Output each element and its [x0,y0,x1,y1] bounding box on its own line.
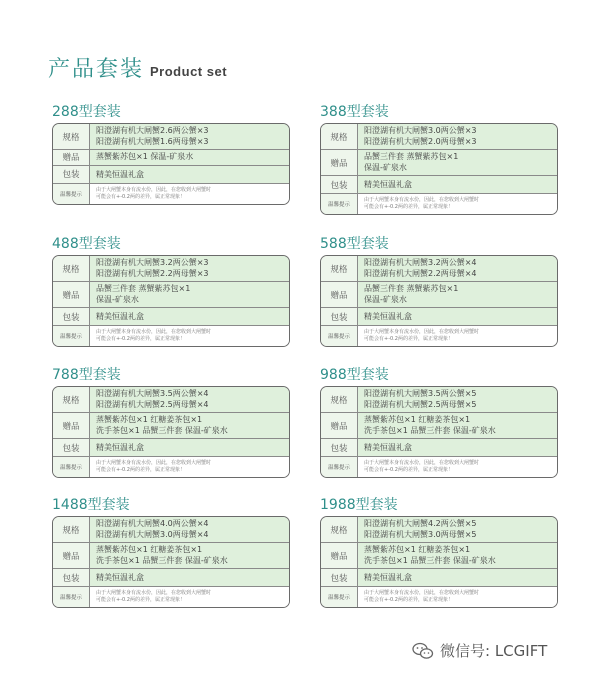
pack-value: 精美恒温礼盒 [90,439,289,456]
package-title: 788型套装 [52,367,121,383]
package-title: 1988型套装 [320,497,398,513]
note-row [321,457,557,477]
pack-row [321,569,557,587]
gift-row [321,282,557,308]
note-value [90,326,289,346]
note-line: 由于大闸蟹本身有流水份，因此，在您收到大闸蟹时 [96,329,212,335]
page-title-cn: 产品套装 [48,57,145,82]
spec-line: 阳澄湖有机大闸蟹3.0两母蟹×5 [364,529,477,539]
package-card [52,103,290,205]
spec-label: 规格 [321,387,358,412]
note-line: 可能会有+-0.2两的差异，属正常现象！ [364,336,453,342]
pack-value: 精美恒温礼盒 [358,176,557,193]
note-line: 可能会有+-0.2两的差异，属正常现象！ [364,467,453,473]
pack-label: 包装 [321,569,358,586]
spec-value [90,124,289,149]
package-title: 1488型套装 [52,497,130,513]
note-label: 温馨提示 [321,457,358,477]
gift-row [321,413,557,439]
note-line: 由于大闸蟹本身有流水份，因此，在您收到大闸蟹时 [364,197,480,203]
gift-line: 品蟹三件套 蒸蟹紫苏包×1 [96,284,191,293]
gift-line: 蒸蟹紫苏包×1 红糖姜茶包×1 [364,415,471,424]
package-title: 288型套装 [52,104,121,120]
note-value [358,457,557,477]
note-line: 由于大闸蟹本身有流水份，因此，在您收到大闸蟹时 [364,329,480,335]
pack-row [53,569,289,587]
gift-value [90,150,289,165]
spec-value [358,124,557,149]
pack-value: 精美恒温礼盒 [90,569,289,586]
gift-line: 蒸蟹紫苏包×1 红糖姜茶包×1 [96,415,203,424]
spec-label: 规格 [53,387,90,412]
page-title-en: Product set [150,64,228,79]
note-value [90,184,289,204]
spec-line: 阳澄湖有机大闸蟹3.2两公蟹×4 [364,258,477,267]
spec-row [321,387,557,413]
pack-label: 包装 [53,439,90,456]
note-line: 由于大闸蟹本身有流水份，因此，在您收到大闸蟹时 [96,590,212,596]
pack-row [53,439,289,457]
gift-line: 洗手茶包×1 品蟹三件套 保温-矿泉水 [364,425,496,435]
gift-value [358,150,557,175]
spec-line: 阳澄湖有机大闸蟹3.5两公蟹×4 [96,389,209,398]
spec-value [90,256,289,281]
pack-value: 精美恒温礼盒 [358,569,557,586]
spec-line: 阳澄湖有机大闸蟹2.5两母蟹×4 [96,399,209,409]
package-card [320,496,558,608]
gift-row [321,150,557,176]
note-label: 温馨提示 [321,587,358,607]
note-label: 温馨提示 [53,184,90,204]
spec-line: 阳澄湖有机大闸蟹2.6两公蟹×3 [96,126,209,135]
pack-label: 包装 [321,176,358,193]
gift-value [90,282,289,307]
spec-label: 规格 [321,517,358,542]
spec-row [53,387,289,413]
spec-label: 规格 [53,124,90,149]
note-row [321,326,557,346]
gift-value [358,543,557,568]
gift-value [358,413,557,438]
spec-value [358,517,557,542]
spec-row [321,517,557,543]
note-label: 温馨提示 [53,457,90,477]
gift-label: 赠品 [321,282,358,307]
pack-row [321,308,557,326]
watermark-text: 微信号: LCGIFT [440,642,548,660]
gift-line: 保温-矿泉水 [96,294,139,304]
package-table [52,255,290,347]
note-line: 由于大闸蟹本身有流水份，因此，在您收到大闸蟹时 [96,460,212,466]
note-line: 可能会有+-0.2两的差异，属正常现象！ [96,467,185,473]
pack-label: 包装 [321,308,358,325]
pack-value: 精美恒温礼盒 [90,166,289,183]
gift-line: 洗手茶包×1 品蟹三件套 保温-矿泉水 [96,555,228,565]
note-label: 温馨提示 [53,587,90,607]
gift-line: 蒸蟹紫苏包×1 红糖姜茶包×1 [96,545,203,554]
spec-row [53,124,289,150]
spec-line: 阳澄湖有机大闸蟹2.2两母蟹×4 [364,268,477,278]
spec-label: 规格 [53,517,90,542]
note-row [321,587,557,607]
note-line: 由于大闸蟹本身有流水份，因此，在您收到大闸蟹时 [364,590,480,596]
gift-label: 赠品 [321,413,358,438]
package-card [320,103,558,215]
note-line: 可能会有+-0.2两的差异，属正常现象！ [364,204,453,210]
gift-line: 洗手茶包×1 品蟹三件套 保温-矿泉水 [364,555,496,565]
note-value [358,194,557,214]
note-row [321,194,557,214]
gift-line: 蒸蟹紫苏包×1 红糖姜茶包×1 [364,545,471,554]
gift-row [53,150,289,166]
spec-row [53,517,289,543]
spec-row [53,256,289,282]
spec-label: 规格 [321,256,358,281]
gift-row [53,282,289,308]
package-table [52,386,290,478]
pack-value: 精美恒温礼盒 [90,308,289,325]
pack-value: 精美恒温礼盒 [358,439,557,456]
note-label: 温馨提示 [321,326,358,346]
package-card [52,235,290,347]
page-title [48,52,227,83]
spec-value [90,387,289,412]
spec-line: 阳澄湖有机大闸蟹3.2两公蟹×3 [96,258,209,267]
wechat-watermark [412,640,547,661]
package-table [320,386,558,478]
pack-value: 精美恒温礼盒 [358,308,557,325]
spec-line: 阳澄湖有机大闸蟹3.0两母蟹×4 [96,529,209,539]
spec-label: 规格 [321,124,358,149]
pack-label: 包装 [53,166,90,183]
spec-line: 阳澄湖有机大闸蟹2.0两母蟹×3 [364,136,477,146]
gift-line: 保温-矿泉水 [364,294,407,304]
note-row [53,587,289,607]
note-line: 可能会有+-0.2两的差异，属正常现象！ [96,193,185,200]
note-row [53,457,289,477]
gift-label: 赠品 [53,150,90,165]
pack-label: 包装 [53,569,90,586]
pack-row [53,166,289,184]
spec-line: 阳澄湖有机大闸蟹2.2两母蟹×3 [96,268,209,278]
gift-label: 赠品 [321,543,358,568]
package-card [320,235,558,347]
gift-row [321,543,557,569]
gift-label: 赠品 [53,543,90,568]
pack-label: 包装 [53,308,90,325]
package-title: 588型套装 [320,236,389,252]
spec-line: 阳澄湖有机大闸蟹4.2两公蟹×5 [364,519,477,528]
note-line: 可能会有+-0.2两的差异，属正常现象！ [96,336,185,342]
spec-value [358,387,557,412]
package-table [320,255,558,347]
gift-row [53,543,289,569]
spec-label: 规格 [53,256,90,281]
gift-value [358,282,557,307]
gift-value [90,413,289,438]
note-value [358,587,557,607]
gift-label: 赠品 [53,413,90,438]
package-table [52,516,290,608]
gift-line: 保温-矿泉水 [364,162,407,172]
package-table [320,516,558,608]
wechat-icon [412,642,434,660]
spec-line: 阳澄湖有机大闸蟹3.0两公蟹×3 [364,126,477,135]
gift-line: 品蟹三件套 蒸蟹紫苏包×1 [364,284,459,293]
spec-value [358,256,557,281]
pack-row [321,176,557,194]
spec-line: 阳澄湖有机大闸蟹2.5两母蟹×5 [364,399,477,409]
spec-value [90,517,289,542]
note-line: 可能会有+-0.2两的差异，属正常现象！ [364,597,453,603]
gift-label: 赠品 [53,282,90,307]
spec-line: 阳澄湖有机大闸蟹1.6两母蟹×3 [96,136,209,146]
package-title: 988型套装 [320,367,389,383]
package-table [52,123,290,205]
package-title: 488型套装 [52,236,121,252]
note-value [90,457,289,477]
gift-line: 蒸蟹紫苏包×1 保温-矿泉水 [96,152,194,161]
package-title: 388型套装 [320,104,389,120]
spec-line: 阳澄湖有机大闸蟹4.0两公蟹×4 [96,519,209,528]
note-line: 可能会有+-0.2两的差异，属正常现象！ [96,597,185,603]
note-value [90,587,289,607]
gift-row [53,413,289,439]
package-card [52,366,290,478]
note-line: 由于大闸蟹本身有流水份，因此，在您收到大闸蟹时 [96,186,212,193]
note-row [53,326,289,346]
note-label: 温馨提示 [53,326,90,346]
spec-row [321,256,557,282]
spec-row [321,124,557,150]
pack-row [321,439,557,457]
note-value [358,326,557,346]
gift-line: 品蟹三件套 蒸蟹紫苏包×1 [364,152,459,161]
gift-line: 洗手茶包×1 品蟹三件套 保温-矿泉水 [96,425,228,435]
package-card [52,496,290,608]
gift-label: 赠品 [321,150,358,175]
note-row [53,184,289,204]
note-label: 温馨提示 [321,194,358,214]
gift-value [90,543,289,568]
spec-line: 阳澄湖有机大闸蟹3.5两公蟹×5 [364,389,477,398]
note-line: 由于大闸蟹本身有流水份，因此，在您收到大闸蟹时 [364,460,480,466]
pack-row [53,308,289,326]
pack-label: 包装 [321,439,358,456]
package-card [320,366,558,478]
package-table [320,123,558,215]
